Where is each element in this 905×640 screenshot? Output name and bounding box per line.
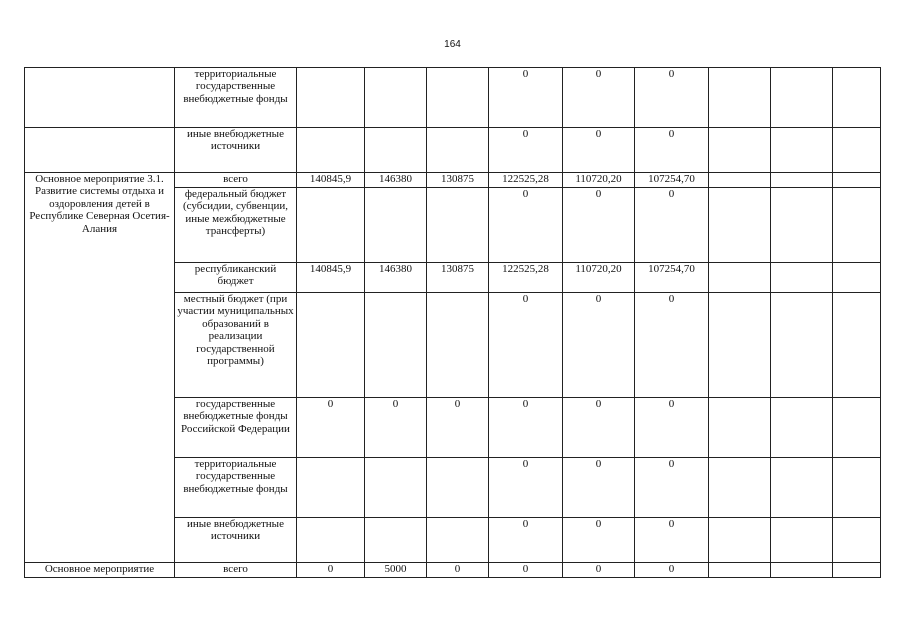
value-cell	[771, 173, 833, 188]
value-cell	[771, 398, 833, 458]
value-cell: 0	[635, 458, 709, 518]
value-cell	[709, 128, 771, 173]
value-cell	[709, 173, 771, 188]
value-cell: 0	[635, 68, 709, 128]
funding-source-cell: территориальные государственные внебюджетные фонды	[175, 68, 297, 128]
funding-source-cell: государственные внебюджетные фонды Российской Федерации	[175, 398, 297, 458]
table-row	[25, 128, 881, 173]
funding-source-cell: всего	[175, 173, 297, 188]
value-cell: 0	[635, 518, 709, 563]
value-cell: 130875	[427, 263, 489, 293]
value-cell: 0	[563, 293, 635, 398]
funding-source-cell: всего	[175, 563, 297, 578]
value-cell: 110720,20	[563, 173, 635, 188]
value-cell	[771, 518, 833, 563]
value-cell	[709, 188, 771, 263]
value-cell: 0	[489, 398, 563, 458]
value-cell	[709, 518, 771, 563]
value-cell	[771, 188, 833, 263]
value-cell	[427, 128, 489, 173]
value-cell: 140845,9	[297, 263, 365, 293]
value-cell	[709, 458, 771, 518]
value-cell	[297, 293, 365, 398]
value-cell: 140845,9	[297, 173, 365, 188]
value-cell	[833, 263, 881, 293]
value-cell	[365, 293, 427, 398]
value-cell	[365, 518, 427, 563]
value-cell	[833, 563, 881, 578]
value-cell: 0	[635, 128, 709, 173]
funding-source-cell: иные внебюджетные источники	[175, 128, 297, 173]
value-cell: 0	[635, 563, 709, 578]
value-cell	[709, 398, 771, 458]
value-cell: 0	[563, 563, 635, 578]
value-cell	[427, 518, 489, 563]
value-cell	[365, 188, 427, 263]
value-cell	[427, 458, 489, 518]
value-cell	[709, 68, 771, 128]
value-cell	[709, 293, 771, 398]
value-cell: 0	[563, 188, 635, 263]
value-cell: 0	[427, 563, 489, 578]
measure-cell: Основное мероприятие 3.1. Развитие системы отдыха и оздоровления детей в Республике Северная Осетия-Алания	[25, 173, 175, 563]
value-cell: 0	[489, 68, 563, 128]
value-cell	[427, 293, 489, 398]
value-cell	[771, 263, 833, 293]
value-cell	[833, 293, 881, 398]
value-cell: 0	[297, 563, 365, 578]
page-number: 164	[444, 39, 461, 50]
measure-cell	[25, 68, 175, 128]
value-cell: 5000	[365, 563, 427, 578]
value-cell	[833, 188, 881, 263]
value-cell	[365, 128, 427, 173]
value-cell: 0	[635, 188, 709, 263]
value-cell: 0	[489, 458, 563, 518]
value-cell	[297, 128, 365, 173]
value-cell	[297, 68, 365, 128]
value-cell: 0	[563, 68, 635, 128]
value-cell: 107254,70	[635, 263, 709, 293]
value-cell	[771, 68, 833, 128]
value-cell	[365, 458, 427, 518]
funding-source-cell: иные внебюджетные источники	[175, 518, 297, 563]
value-cell	[297, 458, 365, 518]
value-cell: 0	[489, 293, 563, 398]
value-cell	[709, 263, 771, 293]
value-cell	[833, 398, 881, 458]
value-cell: 0	[635, 293, 709, 398]
value-cell: 107254,70	[635, 173, 709, 188]
value-cell: 0	[563, 398, 635, 458]
value-cell	[833, 68, 881, 128]
value-cell: 0	[365, 398, 427, 458]
value-cell	[365, 68, 427, 128]
value-cell: 122525,28	[489, 173, 563, 188]
table-row	[25, 173, 881, 188]
value-cell: 0	[563, 458, 635, 518]
value-cell	[771, 128, 833, 173]
value-cell: 122525,28	[489, 263, 563, 293]
measure-cell: Основное мероприятие	[25, 563, 175, 578]
funding-source-cell: федеральный бюджет (субсидии, субвенции, иные межбюджетные трансферты)	[175, 188, 297, 263]
value-cell	[833, 173, 881, 188]
value-cell	[833, 458, 881, 518]
value-cell	[771, 458, 833, 518]
budget-table	[24, 67, 881, 578]
value-cell: 0	[635, 398, 709, 458]
value-cell	[427, 68, 489, 128]
value-cell	[833, 518, 881, 563]
value-cell: 130875	[427, 173, 489, 188]
value-cell	[297, 518, 365, 563]
value-cell	[427, 188, 489, 263]
value-cell	[709, 563, 771, 578]
value-cell: 146380	[365, 263, 427, 293]
value-cell: 0	[489, 128, 563, 173]
value-cell	[833, 128, 881, 173]
value-cell: 0	[563, 518, 635, 563]
value-cell: 146380	[365, 173, 427, 188]
funding-source-cell: местный бюджет (при участии муниципальных образований в реализации государственной программы)	[175, 293, 297, 398]
table-row	[25, 563, 881, 578]
value-cell: 0	[427, 398, 489, 458]
value-cell	[771, 293, 833, 398]
value-cell: 0	[489, 188, 563, 263]
value-cell: 0	[563, 128, 635, 173]
value-cell: 0	[489, 563, 563, 578]
value-cell: 0	[297, 398, 365, 458]
value-cell: 0	[489, 518, 563, 563]
value-cell: 110720,20	[563, 263, 635, 293]
measure-cell	[25, 128, 175, 173]
funding-source-cell: республиканский бюджет	[175, 263, 297, 293]
value-cell	[297, 188, 365, 263]
table-row	[25, 68, 881, 128]
funding-source-cell: территориальные государственные внебюджетные фонды	[175, 458, 297, 518]
value-cell	[771, 563, 833, 578]
